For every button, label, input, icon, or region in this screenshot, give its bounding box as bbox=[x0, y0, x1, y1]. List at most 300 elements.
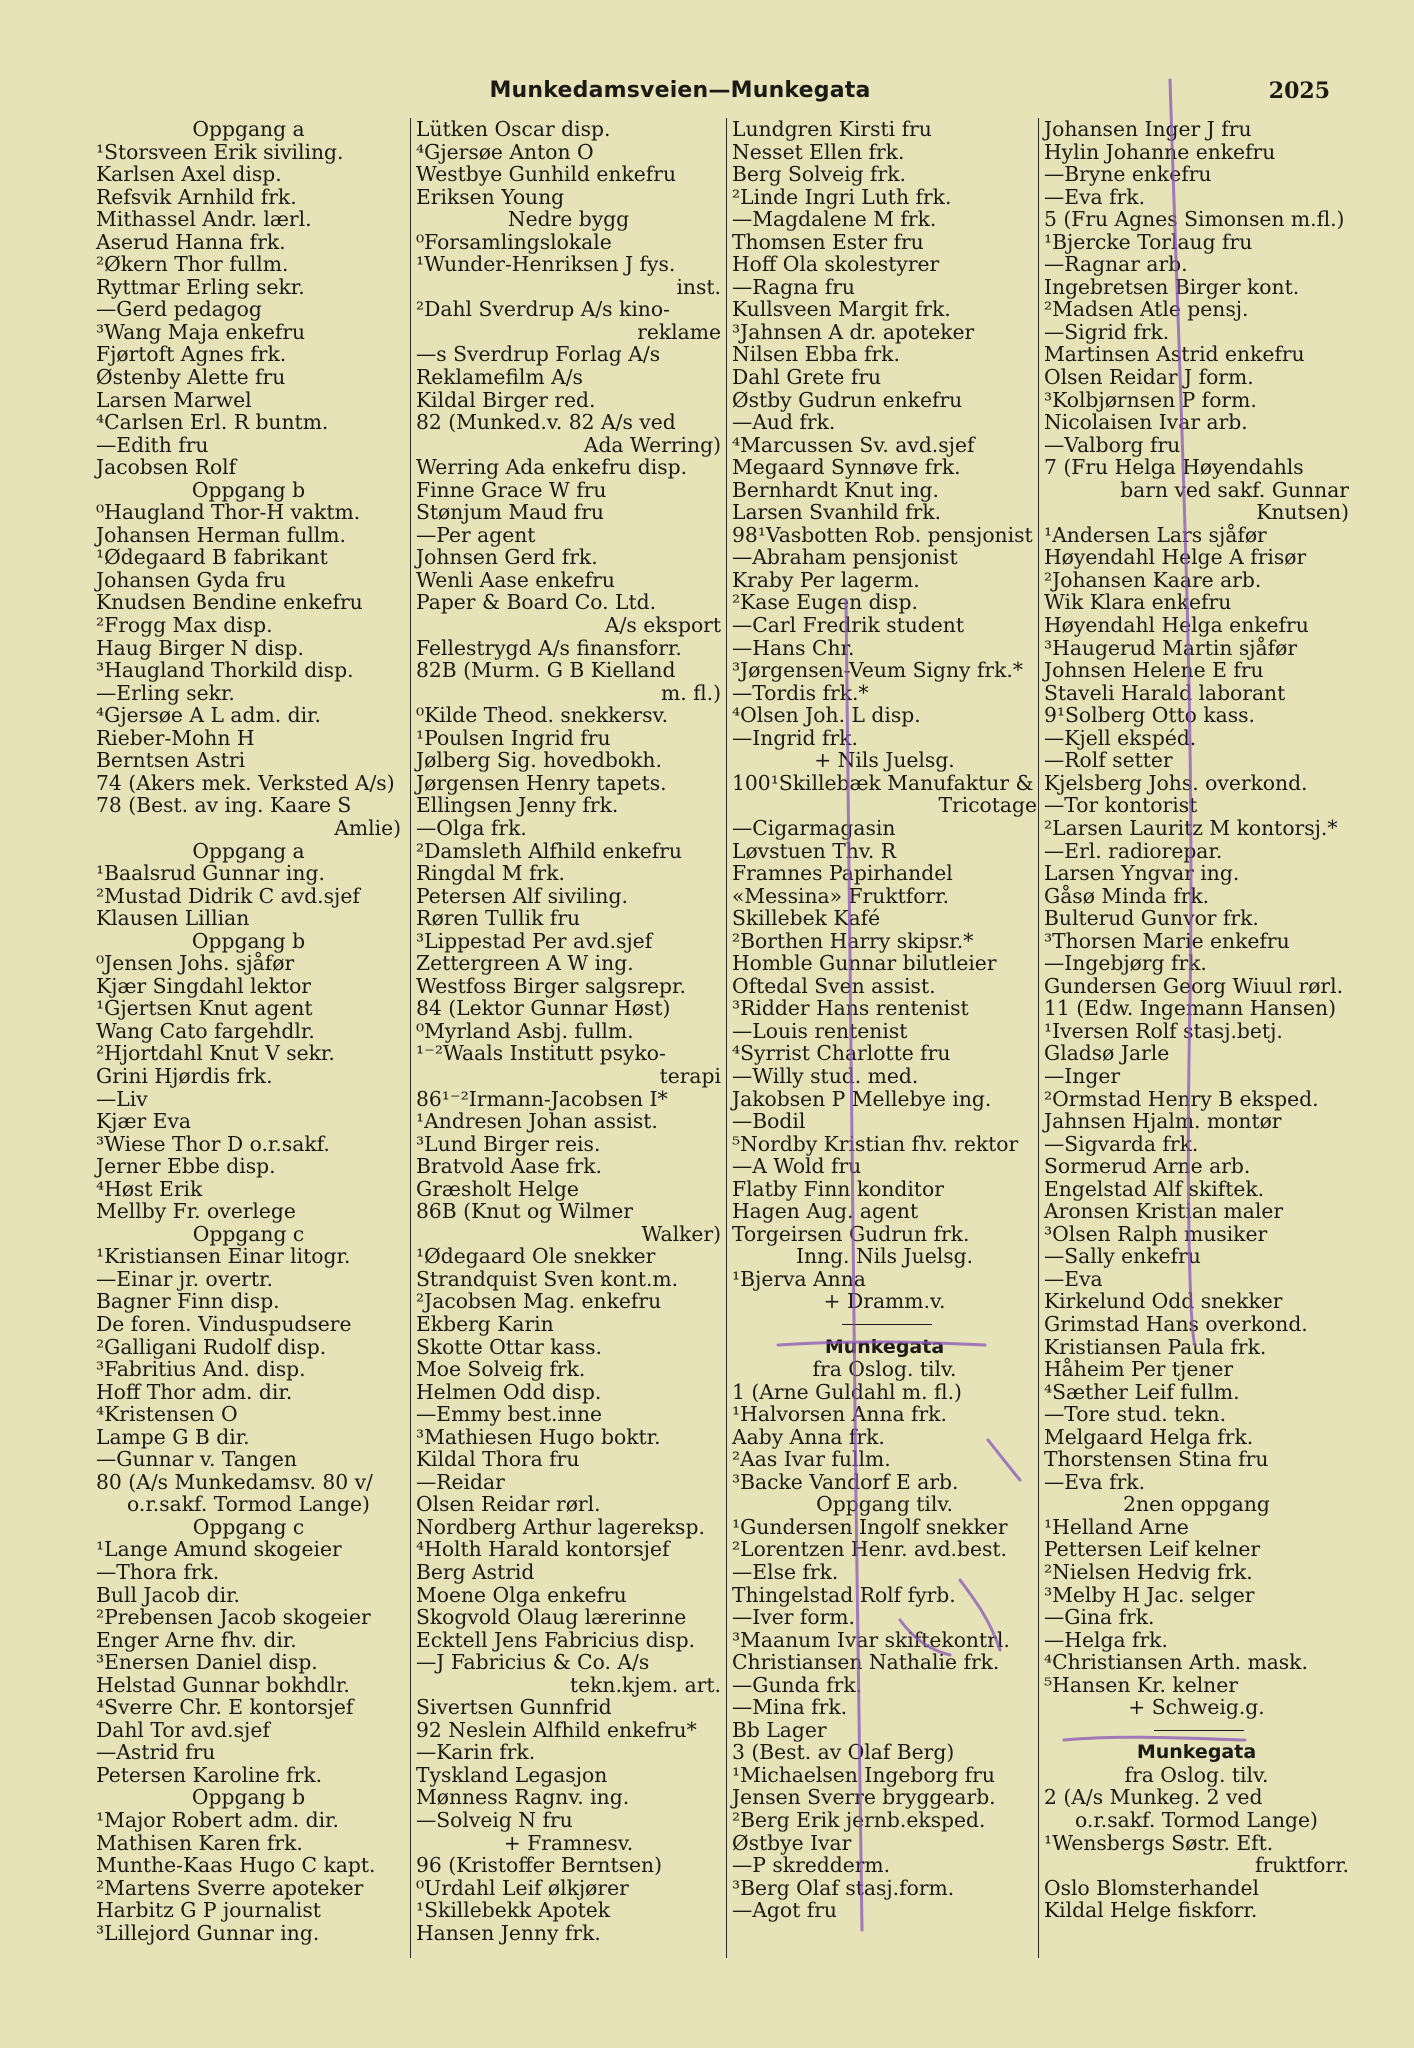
directory-entry: ⁴Høst Erik bbox=[96, 1176, 203, 1201]
directory-entry: Olsen Reidar rørl. bbox=[416, 1492, 601, 1517]
directory-entry: 96 (Kristoffer Berntsen) bbox=[416, 1853, 663, 1878]
directory-entry: ³Thorsen Marie enkefru bbox=[1044, 928, 1290, 953]
directory-entry: Staveli Harald laborant bbox=[1044, 680, 1286, 705]
directory-entry: ¹Halvorsen Anna frk. bbox=[732, 1402, 947, 1427]
directory-entry: Johansen Inger J fru bbox=[1044, 117, 1252, 141]
directory-entry: Kullsveen Margit frk. bbox=[732, 297, 951, 322]
directory-entry: —Valborg fru bbox=[1044, 432, 1181, 457]
directory-entry: ²Nielsen Hedvig frk. bbox=[1044, 1560, 1253, 1584]
directory-entry: 78 (Best. av ing. Kaare S bbox=[96, 793, 352, 818]
directory-entry: —Inger bbox=[1044, 1063, 1121, 1088]
directory-entry: —Reidar bbox=[416, 1469, 505, 1494]
directory-entry: ¹Helland Arne bbox=[1044, 1514, 1189, 1539]
directory-entry: Wang Cato fargehdlr. bbox=[96, 1018, 315, 1043]
directory-entry: Ada Werring) bbox=[583, 432, 721, 457]
directory-entry: ¹Ødegaard Ole snekker bbox=[416, 1244, 656, 1269]
directory-entry: ¹Storsveen Erik siviling. bbox=[96, 139, 344, 164]
directory-entry: Kjelsberg Johs. overkond. bbox=[1044, 770, 1308, 795]
directory-entry: ³Olsen Ralph musiker bbox=[1044, 1221, 1268, 1246]
directory-entry: ²Martens Sverre apoteker bbox=[96, 1875, 364, 1900]
directory-entry: —Helga frk. bbox=[1044, 1627, 1168, 1652]
directory-entry: Ringdal M frk. bbox=[416, 861, 565, 886]
directory-entry: Østbye Ivar bbox=[732, 1830, 852, 1855]
directory-entry: Framnes Papirhandel bbox=[732, 861, 953, 886]
directory-entry: Lütken Oscar disp. bbox=[416, 117, 611, 141]
directory-entry: 74 (Akers mek. Verksted A/s) bbox=[96, 770, 395, 795]
directory-entry: Tricotage bbox=[938, 793, 1037, 818]
section-heading: Munkegata bbox=[824, 1335, 945, 1358]
directory-entry: 5 (Fru Agnes Simonsen m.fl.) bbox=[1044, 207, 1345, 232]
directory-entry: Oppgang b bbox=[191, 1785, 306, 1810]
directory-entry: m. fl.) bbox=[660, 680, 721, 705]
directory-entry: Nedre bygg bbox=[507, 207, 630, 232]
directory-entry: ³Lippestad Per avd.sjef bbox=[416, 928, 653, 953]
directory-entry: —Per agent bbox=[416, 522, 536, 547]
directory-entry: —Erling sekr. bbox=[96, 680, 235, 705]
directory-entry: Strandquist Sven kont.m. bbox=[416, 1266, 679, 1291]
directory-entry: —A Wold fru bbox=[732, 1154, 862, 1179]
directory-entry: ³Mathiesen Hugo boktr. bbox=[416, 1424, 661, 1449]
directory-entry: Larsen Yngvar ing. bbox=[1044, 861, 1240, 886]
directory-entry: ²Madsen Atle pensj. bbox=[1044, 297, 1249, 322]
directory-entry: 86B (Knut og Wilmer bbox=[416, 1199, 633, 1224]
directory-entry: Gåsø Minda frk. bbox=[1044, 883, 1210, 908]
directory-entry: 80 (A/s Munkedamsv. 80 v/ bbox=[96, 1469, 373, 1494]
directory-entry: Bagner Finn disp. bbox=[96, 1289, 280, 1314]
directory-entry: —Carl Fredrik student bbox=[732, 613, 965, 638]
directory-entry: ⁰Myrland Asbj. fullm. bbox=[416, 1018, 634, 1043]
directory-entry: 92 Neslein Alfhild enkefru* bbox=[416, 1717, 697, 1742]
directory-entry: ⁴Syrrist Charlotte fru bbox=[732, 1041, 951, 1066]
directory-entry: Aaby Anna frk. bbox=[732, 1424, 885, 1449]
directory-entry: ³Kolbjørnsen P form. bbox=[1044, 387, 1257, 412]
directory-entry: ¹Michaelsen Ingeborg fru bbox=[732, 1762, 995, 1787]
directory-entry: Martinsen Astrid enkefru bbox=[1044, 342, 1305, 367]
directory-entry: ⁴Gjersøe A L adm. dir. bbox=[96, 703, 321, 728]
directory-entry: ²Damsleth Alfhild enkefru bbox=[416, 838, 682, 863]
directory-entry: ⁰Haugland Thor-H vaktm. bbox=[96, 500, 361, 525]
directory-entry: Høyendahl Helga enkefru bbox=[1044, 613, 1309, 638]
directory-entry: —P skredderm. bbox=[732, 1853, 891, 1878]
directory-entry: Hoff Thor adm. dir. bbox=[96, 1379, 293, 1404]
directory-entry: ³Haugerud Martin sjåfør bbox=[1044, 635, 1298, 660]
directory-entry: Larsen Marwel bbox=[96, 387, 252, 412]
directory-entry: Nesset Ellen frk. bbox=[732, 139, 905, 164]
directory-entry: Oppgang a bbox=[192, 117, 305, 141]
directory-entry: —Sigvarda frk. bbox=[1044, 1131, 1199, 1156]
directory-entry: + Framnesv. bbox=[503, 1830, 634, 1855]
directory-entry: —Louis rentenist bbox=[732, 1018, 908, 1043]
directory-entry: Zettergreen A W ing. bbox=[416, 951, 634, 976]
directory-entry: Engelstad Alf skiftek. bbox=[1044, 1176, 1265, 1201]
directory-entry: Gundersen Georg Wiuul rørl. bbox=[1044, 973, 1344, 998]
directory-entry: Ryttmar Erling sekr. bbox=[96, 274, 305, 299]
directory-entry: Rieber-Mohn H bbox=[96, 725, 255, 750]
directory-entry: Oppgang c bbox=[192, 1221, 305, 1246]
directory-entry: Mithassel Andr. lærl. bbox=[96, 207, 312, 232]
directory-entry: ³Wang Maja enkefru bbox=[96, 319, 306, 344]
directory-entry: 84 (Lektor Gunnar Høst) bbox=[416, 996, 671, 1021]
directory-entry: fra Oslog. tilv. bbox=[1124, 1762, 1269, 1787]
directory-entry: Petersen Alf siviling. bbox=[416, 883, 628, 908]
directory-entry: Mellby Fr. overlege bbox=[96, 1199, 296, 1224]
directory-entry: —Ragnar arb. bbox=[1044, 252, 1188, 277]
directory-entry: —Edith fru bbox=[96, 432, 209, 457]
directory-entry: Røren Tullik fru bbox=[416, 906, 581, 931]
directory-entry: —Mina frk. bbox=[732, 1695, 848, 1720]
directory-entry: + Schweig.g. bbox=[1128, 1695, 1265, 1720]
directory-entry: —Willy stud. med. bbox=[732, 1063, 919, 1088]
directory-entry: ⁰Kilde Theod. snekkersv. bbox=[416, 703, 669, 728]
directory-entry: —J Fabricius & Co. A/s bbox=[416, 1650, 650, 1675]
directory-entry: Dahl Grete fru bbox=[732, 365, 882, 390]
directory-entry: ²Hjortdahl Knut V sekr. bbox=[96, 1041, 335, 1066]
directory-entry: ²Johansen Kaare arb. bbox=[1044, 567, 1262, 592]
directory-entry: Skogvold Olaug lærerinne bbox=[416, 1605, 687, 1630]
directory-entry: Thorstensen Stina fru bbox=[1044, 1447, 1269, 1472]
directory-entry: Kjær Singdahl lektor bbox=[96, 973, 311, 998]
directory-entry: Hagen Aug. agent bbox=[732, 1199, 919, 1224]
directory-entry: barn ved sakf. Gunnar bbox=[1120, 477, 1349, 502]
directory-entry: ²Aas Ivar fullm. bbox=[732, 1447, 891, 1472]
directory-entry: —Karin frk. bbox=[416, 1740, 536, 1765]
directory-entry: Werring Ada enkefru disp. bbox=[416, 455, 688, 480]
directory-entry: —Eva bbox=[1044, 1266, 1103, 1291]
directory-entry: fruktforr. bbox=[1254, 1853, 1349, 1878]
directory-entry: ¹Gundersen Ingolf snekker bbox=[732, 1514, 1008, 1539]
section-heading: Munkegata bbox=[1136, 1741, 1257, 1764]
directory-entry: Aserud Hanna frk. bbox=[96, 229, 286, 254]
directory-entry: Nordberg Arthur lagereksp. bbox=[416, 1514, 705, 1539]
directory-entry: 1 (Arne Guldahl m. fl.) bbox=[732, 1379, 962, 1404]
directory-entry: Ellingsen Jenny frk. bbox=[416, 793, 619, 818]
directory-entry: ¹Wunder-Henriksen J fys. bbox=[416, 252, 676, 277]
directory-entry: ¹Andersen Lars sjåfør bbox=[1044, 522, 1267, 547]
directory-entry: —Tordis frk.* bbox=[732, 680, 869, 705]
directory-entry: —s Sverdrup Forlag A/s bbox=[416, 342, 661, 367]
directory-entry: —Gerd pedagog bbox=[96, 297, 262, 322]
directory-entry: Stønjum Maud fru bbox=[416, 500, 604, 525]
directory-entry: Moene Olga enkefru bbox=[416, 1582, 627, 1607]
directory-entry: ¹Gjertsen Knut agent bbox=[96, 996, 313, 1021]
directory-entry: Homble Gunnar bilutleier bbox=[732, 951, 997, 976]
directory-entry: Østby Gudrun enkefru bbox=[732, 387, 963, 412]
directory-entry: Amlie) bbox=[334, 815, 401, 840]
directory-entry: ³Berg Olaf stasj.form. bbox=[732, 1875, 955, 1900]
directory-entry: —Eva frk. bbox=[1044, 184, 1146, 209]
directory-entry: Berg Astrid bbox=[416, 1560, 535, 1584]
directory-entry: Bull Jacob dir. bbox=[96, 1582, 240, 1607]
directory-entry: Harbitz G P journalist bbox=[96, 1898, 321, 1923]
directory-entry: Hansen Jenny frk. bbox=[416, 1920, 601, 1945]
directory-entry: ¹Skillebekk Apotek bbox=[416, 1898, 611, 1923]
directory-entry: ¹Major Robert adm. dir. bbox=[96, 1808, 339, 1833]
directory-entry: —Sigrid frk. bbox=[1044, 319, 1170, 344]
directory-entry: Knutsen) bbox=[1256, 500, 1349, 525]
directory-entry: ³Enersen Daniel disp. bbox=[96, 1650, 318, 1675]
directory-entry: 82 (Munked.v. 82 A/s ved bbox=[416, 410, 676, 435]
directory-entry: Wenli Aase enkefru bbox=[416, 567, 615, 592]
directory-entry: o.r.sakf. Tormod Lange) bbox=[1075, 1808, 1318, 1833]
directory-entry: Jølberg Sig. hovedbokh. bbox=[416, 748, 662, 773]
directory-entry: Inng. Nils Juelsg. bbox=[795, 1244, 974, 1269]
directory-entry: Thomsen Ester fru bbox=[732, 229, 924, 254]
directory-entry: Oppgang tilv. bbox=[816, 1492, 953, 1517]
directory-entry: ⁴Olsen Joh. L disp. bbox=[732, 703, 921, 728]
directory-entry: Fellestrygd A/s finansforr. bbox=[416, 635, 682, 660]
directory-entry: ³Melby H Jac. selger bbox=[1044, 1582, 1255, 1607]
directory-entry: Finne Grace W fru bbox=[416, 477, 607, 502]
directory-entry: Refsvik Arnhild frk. bbox=[96, 184, 297, 209]
directory-entry: Ecktell Jens Fabricius disp. bbox=[416, 1627, 696, 1652]
directory-entry: Lampe G B dir. bbox=[96, 1424, 250, 1449]
directory-entry: 82B (Murm. G B Kielland bbox=[416, 658, 676, 683]
directory-entry: 2 (A/s Munkeg. 2 ved bbox=[1044, 1785, 1263, 1810]
directory-entry: —Gina frk. bbox=[1044, 1605, 1155, 1630]
directory-entry: Helstad Gunnar bokhdlr. bbox=[96, 1672, 350, 1697]
directory-entry: ³Wiese Thor D o.r.sakf. bbox=[96, 1131, 330, 1156]
directory-entry: Thingelstad Rolf fyrb. bbox=[732, 1582, 956, 1607]
directory-entry: Jakobsen P Mellebye ing. bbox=[732, 1086, 992, 1111]
directory-entry: Westbye Gunhild enkefru bbox=[416, 162, 677, 187]
directory-entry: Klausen Lillian bbox=[96, 906, 250, 931]
directory-entry: Ekberg Karin bbox=[416, 1311, 554, 1336]
directory-entry: Oppgang c bbox=[192, 1514, 305, 1539]
directory-entry: Oslo Blomsterhandel bbox=[1044, 1875, 1259, 1900]
directory-entry: Tyskland Legasjon bbox=[416, 1762, 608, 1787]
directory-entry: Hoff Ola skolestyrer bbox=[732, 252, 940, 277]
directory-entry: ²Larsen Lauritz M kontorsj.* bbox=[1044, 815, 1338, 840]
directory-entry: Kildal Helge fiskforr. bbox=[1044, 1898, 1258, 1923]
directory-entry: Paper & Board Co. Ltd. bbox=[416, 590, 657, 615]
directory-entry: ⁴Sæther Leif fullm. bbox=[1044, 1379, 1240, 1404]
directory-entry: —Thora frk. bbox=[96, 1560, 220, 1584]
page-title: Munkedamsveien—Munkegata bbox=[489, 78, 871, 103]
directory-entry: Jørgensen Henry tapets. bbox=[416, 770, 667, 795]
directory-entry: ¹Lange Amund skogeier bbox=[96, 1537, 342, 1562]
directory-entry: Enger Arne fhv. dir. bbox=[96, 1627, 297, 1652]
directory-entry: —Cigarmagasin bbox=[732, 815, 896, 840]
directory-entry: —Bodil bbox=[732, 1109, 806, 1134]
directory-entry: ⁰Forsamlingslokale bbox=[416, 229, 612, 254]
directory-entry: Løvstuen Thv. R bbox=[732, 838, 897, 863]
directory-entry: —Bryne enkefru bbox=[1044, 162, 1212, 187]
directory-entry: Moe Solveig frk. bbox=[416, 1357, 586, 1382]
directory-entry: —Astrid fru bbox=[96, 1740, 216, 1765]
directory-entry: inst. bbox=[676, 274, 721, 299]
directory-entry: ³Maanum Ivar skiftekontrl. bbox=[732, 1627, 1010, 1652]
directory-entry: ²Økern Thor fullm. bbox=[96, 252, 289, 277]
directory-entry: 3 (Best. av Olaf Berg) bbox=[732, 1740, 955, 1765]
directory-entry: Grimstad Hans overkond. bbox=[1044, 1311, 1308, 1336]
directory-entry: —Liv bbox=[96, 1086, 148, 1111]
directory-entry: Petersen Karoline frk. bbox=[96, 1762, 323, 1787]
directory-entry: —Hans Chr. bbox=[732, 635, 855, 660]
directory-entry: Bernhardt Knut ing. bbox=[732, 477, 939, 502]
directory-entry: ⁴Carlsen Erl. R buntm. bbox=[96, 410, 329, 435]
directory-entry: Mønness Ragnv. ing. bbox=[416, 1785, 630, 1810]
directory-entry: ¹Poulsen Ingrid fru bbox=[416, 725, 611, 750]
directory-entry: Knudsen Bendine enkefru bbox=[96, 590, 363, 615]
page-number: 2025 bbox=[1268, 78, 1330, 104]
directory-entry: ⁴Christiansen Arth. mask. bbox=[1044, 1650, 1308, 1675]
directory-entry: Melgaard Helga frk. bbox=[1044, 1424, 1254, 1449]
directory-entry: —Rolf setter bbox=[1044, 748, 1173, 773]
directory-entry: Sivertsen Gunnfrid bbox=[416, 1695, 612, 1720]
directory-entry: ¹Kristiansen Einar litogr. bbox=[96, 1244, 351, 1269]
directory-entry: Berntsen Astri bbox=[96, 748, 246, 773]
directory-entry: Jensen Sverre bryggearb. bbox=[732, 1785, 996, 1810]
directory-entry: ³Haugland Thorkild disp. bbox=[96, 658, 354, 683]
directory-entry: —Erl. radiorepar. bbox=[1044, 838, 1223, 863]
directory-entry: ³Jørgensen-Veum Signy frk.* bbox=[732, 658, 1023, 683]
directory-entry: ⁵Hansen Kr. kelner bbox=[1044, 1672, 1238, 1697]
directory-entry: ¹Iversen Rolf stasj.betj. bbox=[1044, 1018, 1283, 1043]
directory-entry: —Ingrid frk. bbox=[732, 725, 858, 750]
directory-entry: ²Ormstad Henry B eksped. bbox=[1044, 1086, 1319, 1111]
directory-entry: —Aud frk. bbox=[732, 410, 836, 435]
directory-entry: ²Kase Eugen disp. bbox=[732, 590, 918, 615]
directory-entry: ¹Wensbergs Søstr. Eft. bbox=[1044, 1830, 1274, 1855]
directory-entry: ²Galligani Rudolf disp. bbox=[96, 1334, 327, 1359]
directory-entry: Reklamefilm A/s bbox=[416, 365, 583, 390]
directory-entry: Høyendahl Helge A frisør bbox=[1044, 545, 1307, 570]
directory-entry: Berg Solveig frk. bbox=[732, 162, 906, 187]
directory-entry: Torgeirsen Gudrun frk. bbox=[732, 1221, 970, 1246]
directory-entry: Jahnsen Hjalm. montør bbox=[1044, 1109, 1282, 1134]
directory-entry: Helmen Odd disp. bbox=[416, 1379, 602, 1404]
directory-entry: fra Oslog. tilv. bbox=[812, 1357, 957, 1382]
directory-entry: Bulterud Gunvor frk. bbox=[1044, 906, 1259, 931]
directory-entry: Oppgang b bbox=[191, 928, 306, 953]
directory-entry: Pettersen Leif kelner bbox=[1044, 1537, 1261, 1562]
directory-entry: ¹Bjercke Torlaug fru bbox=[1044, 229, 1253, 254]
directory-entry: Jacobsen Rolf bbox=[96, 455, 237, 480]
directory-entry: A/s eksport bbox=[604, 613, 721, 638]
directory-entry: ³Ridder Hans rentenist bbox=[732, 996, 969, 1021]
directory-entry: ⁵Nordby Kristian fhv. rektor bbox=[732, 1131, 1019, 1156]
directory-entry: 100¹Skillebæk Manufaktur & bbox=[732, 770, 1034, 795]
directory-entry: 98¹Vasbotten Rob. pensjonist bbox=[732, 522, 1033, 547]
directory-entry: Larsen Svanhild frk. bbox=[732, 500, 942, 525]
directory-entry: Kjær Eva bbox=[96, 1109, 191, 1134]
directory-entry: Skillebek Kafé bbox=[732, 906, 881, 931]
directory-entry: Jerner Ebbe disp. bbox=[96, 1154, 276, 1179]
directory-entry: + Dramm.v. bbox=[823, 1289, 946, 1314]
directory-entry: «Messina» Fruktforr. bbox=[732, 883, 950, 908]
directory-entry: ²Borthen Harry skipsr.* bbox=[732, 928, 974, 953]
directory-entry: ²Jacobsen Mag. enkefru bbox=[416, 1289, 662, 1314]
directory-entry: —Einar jr. overtr. bbox=[96, 1266, 273, 1291]
directory-entry: ³Backe Vandorf E arb. bbox=[732, 1469, 959, 1494]
directory-entry: ⁰Jensen Johs. sjåfør bbox=[96, 951, 295, 976]
directory-entry: Græsholt Helge bbox=[416, 1176, 579, 1201]
directory-entry: Nicolaisen Ivar arb. bbox=[1044, 410, 1248, 435]
directory-entry: 2nen oppgang bbox=[1123, 1492, 1270, 1517]
directory-entry: ¹Ødegaard B fabrikant bbox=[96, 545, 328, 570]
directory-entry: reklame bbox=[637, 319, 721, 344]
directory-entry: Westfoss Birger salgsrepr. bbox=[416, 973, 686, 998]
directory-entry: Bratvold Aase frk. bbox=[416, 1154, 602, 1179]
directory-entry: ³Lund Birger reis. bbox=[416, 1131, 601, 1156]
directory-entry: —Tore stud. tekn. bbox=[1044, 1402, 1227, 1427]
directory-entry: ⁴Gjersøe Anton O bbox=[416, 139, 594, 164]
directory-entry: ⁴Kristensen O bbox=[96, 1402, 238, 1427]
directory-entry: Østenby Alette fru bbox=[96, 365, 286, 390]
directory-entry: ⁴Sverre Chr. E kontorsjef bbox=[96, 1695, 354, 1720]
directory-entry: terapi bbox=[659, 1063, 721, 1088]
directory-entry: + Nils Juelsg. bbox=[814, 748, 955, 773]
directory-entry: o.r.sakf. Tormod Lange) bbox=[127, 1492, 370, 1517]
directory-entry: ⁰Urdahl Leif ølkjører bbox=[416, 1875, 629, 1900]
directory-entry: ¹⁻²Waals Institutt psyko- bbox=[416, 1041, 666, 1066]
directory-entry: Munthe-Kaas Hugo C kapt. bbox=[96, 1853, 376, 1878]
directory-entry: Haug Birger N disp. bbox=[96, 635, 304, 660]
directory-entry: Oftedal Sven assist. bbox=[732, 973, 936, 998]
directory-entry: Mathisen Karen frk. bbox=[96, 1830, 303, 1855]
directory-entry: —Iver form. bbox=[732, 1605, 855, 1630]
directory-entry: Kirkelund Odd snekker bbox=[1044, 1289, 1283, 1314]
directory-entry: Hylin Johanne enkefru bbox=[1044, 139, 1276, 164]
directory-entry: Johnsen Gerd frk. bbox=[416, 545, 598, 570]
directory-entry: Skotte Ottar kass. bbox=[416, 1334, 602, 1359]
directory-entry: tekn.kjem. art. bbox=[569, 1672, 721, 1697]
directory-entry: Walker) bbox=[641, 1221, 721, 1246]
directory-entry: —Ingebjørg frk. bbox=[1044, 951, 1207, 976]
directory-entry: Oppgang b bbox=[191, 477, 306, 502]
directory-entry: ²Mustad Didrik C avd.sjef bbox=[96, 883, 360, 908]
directory-entry: ³Jahnsen A dr. apoteker bbox=[732, 319, 975, 344]
directory-entry: Olsen Reidar J form. bbox=[1044, 365, 1254, 390]
directory-entry: 7 (Fru Helga Høyendahls bbox=[1044, 455, 1304, 480]
directory-entry: ²Lorentzen Henr. avd.best. bbox=[732, 1537, 1007, 1562]
directory-entry: —Gunda frk. bbox=[732, 1672, 863, 1697]
directory-entry: —Olga frk. bbox=[416, 815, 527, 840]
directory-entry: Megaard Synnøve frk. bbox=[732, 455, 961, 480]
directory-entry: Eriksen Young bbox=[416, 184, 565, 209]
directory-entry: —Magdalene M frk. bbox=[732, 207, 937, 232]
directory-entry: Håheim Per tjener bbox=[1044, 1357, 1234, 1382]
directory-entry: Lundgren Kirsti fru bbox=[732, 117, 932, 141]
directory-entry: ²Prebensen Jacob skogeier bbox=[96, 1605, 371, 1630]
directory-entry: 86¹⁻²Irmann-Jacobsen I* bbox=[416, 1086, 668, 1111]
directory-entry: Wik Klara enkefru bbox=[1044, 590, 1232, 615]
directory-entry: ⁴Holth Harald kontorsjef bbox=[416, 1537, 670, 1562]
directory-entry: —Sally enkefru bbox=[1044, 1244, 1201, 1269]
directory-entry: ²Dahl Sverdrup A/s kino- bbox=[416, 297, 670, 322]
directory-entry: Karlsen Axel disp. bbox=[96, 162, 282, 187]
directory-entry: ⁴Marcussen Sv. avd.sjef bbox=[732, 432, 975, 457]
directory-entry: ¹Bjerva Anna bbox=[732, 1266, 866, 1291]
directory-entry: —Eva frk. bbox=[1044, 1469, 1146, 1494]
directory-entry: 11 (Edw. Ingemann Hansen) bbox=[1044, 996, 1336, 1021]
directory-entry: Grini Hjørdis frk. bbox=[96, 1063, 273, 1088]
directory-entry: —Abraham pensjonist bbox=[732, 545, 958, 570]
directory-entry: ²Berg Erik jernb.eksped. bbox=[732, 1808, 986, 1833]
directory-entry: ³Lillejord Gunnar ing. bbox=[96, 1920, 320, 1945]
directory-entry: De foren. Vinduspudsere bbox=[96, 1311, 352, 1336]
directory-entry: —Kjell ekspéd. bbox=[1044, 725, 1197, 750]
directory-entry: Johansen Herman fullm. bbox=[96, 522, 346, 547]
directory-entry: Kristiansen Paula frk. bbox=[1044, 1334, 1267, 1359]
directory-entry: Dahl Tor avd.sjef bbox=[96, 1717, 270, 1742]
directory-entry: 9¹Solberg Otto kass. bbox=[1044, 703, 1255, 728]
directory-entry: Christiansen Nathalie frk. bbox=[732, 1650, 1000, 1675]
directory-entry: Oppgang a bbox=[192, 838, 305, 863]
directory-entry: Kraby Per lagerm. bbox=[732, 567, 920, 592]
directory-entry: Aronsen Kristian maler bbox=[1044, 1199, 1284, 1224]
directory-entry: Johnsen Helene E fru bbox=[1044, 658, 1264, 683]
